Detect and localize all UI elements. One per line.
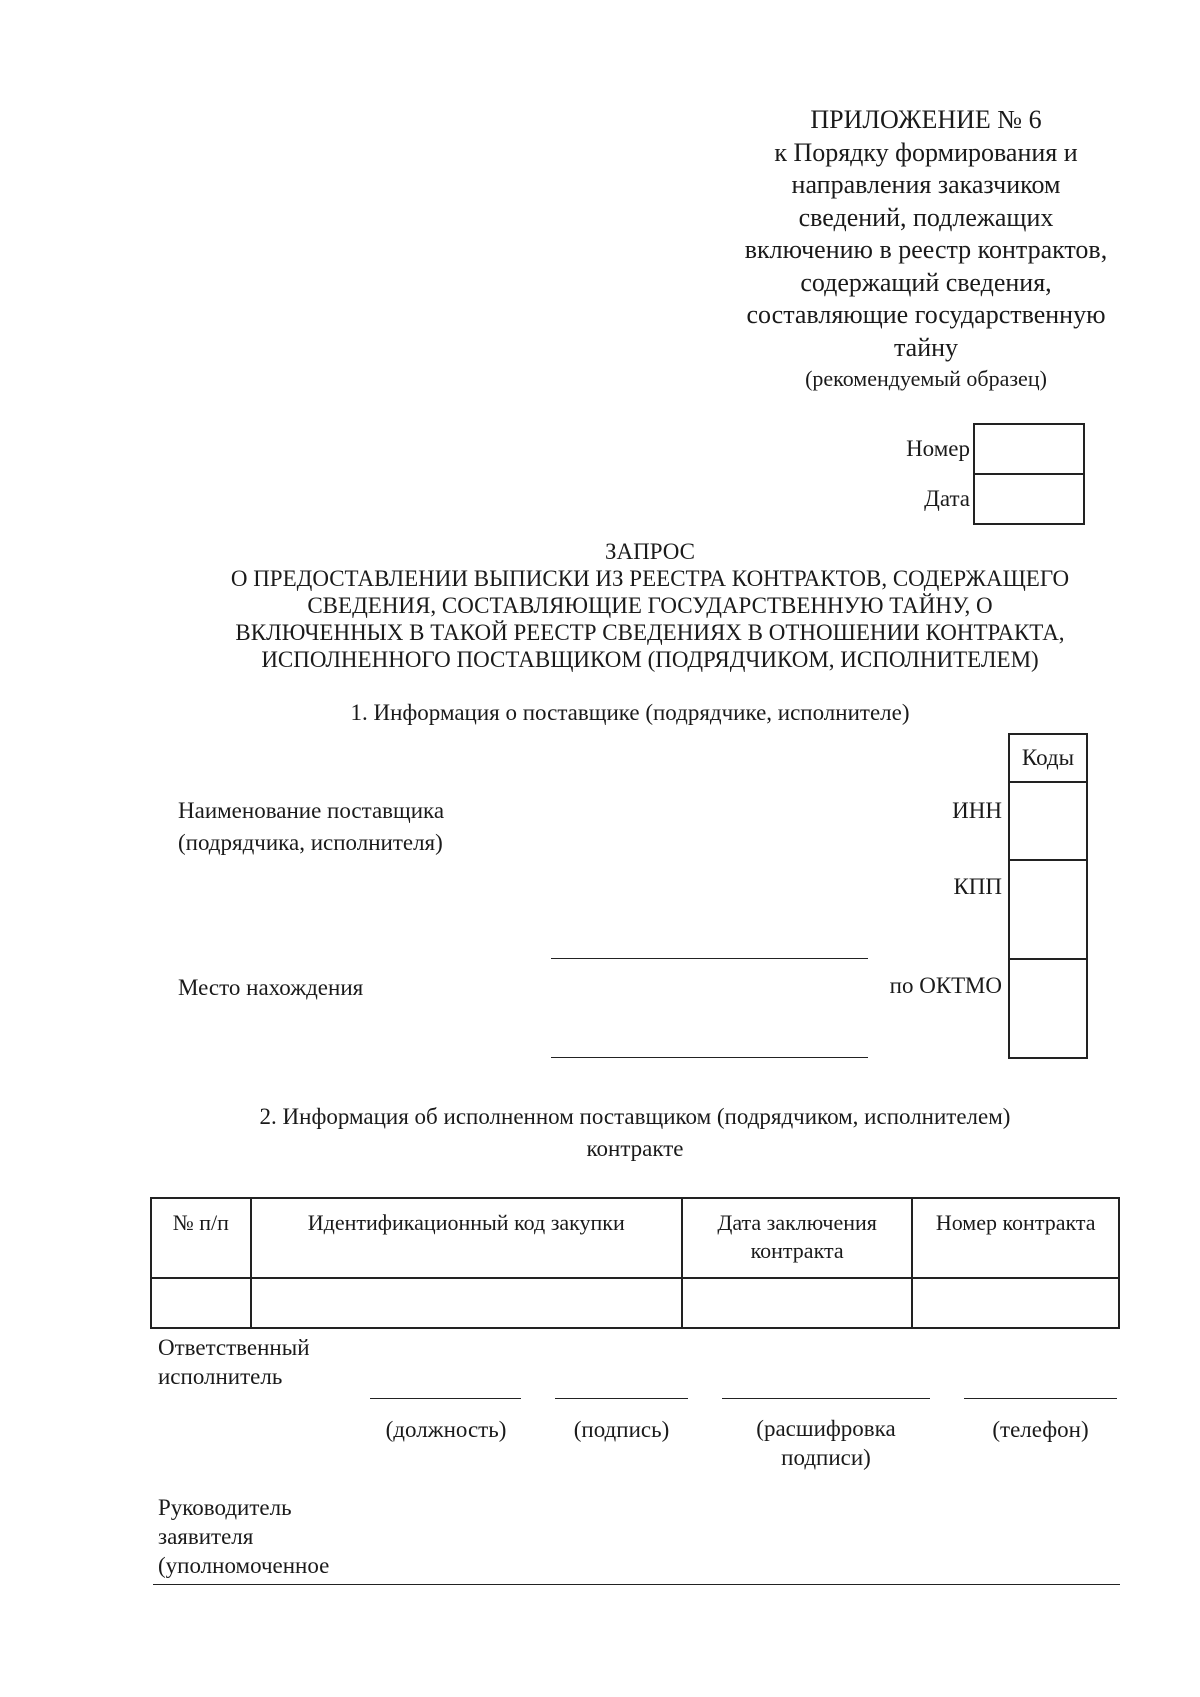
appendix-title: ПРИЛОЖЕНИЕ № 6 [810,105,1042,134]
column-header: Дата заключения контракта [682,1198,913,1278]
decryption-caption [722,1414,930,1472]
column-header: Идентификационный код закупки [251,1198,682,1278]
title-line: ЗАПРОС [604,539,696,564]
appendix-line: включению в реестр контрактов, [744,235,1108,264]
signature-line[interactable] [555,1398,688,1399]
appendix-line: тайну [893,332,959,362]
head-label [158,1493,329,1580]
responsible-label-line: исполнитель [158,1364,283,1389]
supplier-name-line[interactable] [551,958,868,959]
appendix-line: направления заказчиком [791,170,1061,199]
title-line: ВКЛЮЧЕННЫХ В ТАКОЙ РЕЕСТР СВЕДЕНИЯХ В ОТНОШЕНИИ КОНТРАКТА, [235,620,1065,645]
table-cell[interactable] [251,1278,682,1328]
table-row [151,1278,1119,1328]
supplier-name-label-line: (подрядчика, исполнителя) [178,830,443,855]
codes-header: Коды [1021,745,1075,770]
appendix-line: содержащий сведения, [800,267,1052,297]
appendix-line: к Порядку формирования и [774,137,1078,167]
location-line[interactable] [551,1057,868,1058]
contract-table [150,1197,1120,1329]
decryption-caption-line: (расшифровка [756,1416,896,1441]
decryption-caption-line: подписи) [781,1445,871,1470]
inn-label: ИНН [952,798,1002,823]
head-label-line: заявителя [158,1524,254,1549]
responsible-label [158,1333,310,1391]
oktmo-field[interactable] [1008,958,1088,1059]
section2-heading-line: контракте [586,1136,684,1161]
kpp-label: КПП [953,874,1002,899]
number-field[interactable] [973,423,1085,475]
appendix-line: составляющие государственную [746,300,1106,329]
supplier-name-label [178,795,444,859]
position-line[interactable] [370,1398,521,1399]
position-caption: (должность) [385,1417,507,1442]
head-label-line: (уполномоченное [158,1553,330,1578]
title-line: СВЕДЕНИЯ, СОСТАВЛЯЮЩИЕ ГОСУДАРСТВЕННУЮ ТАЙНУ, О [307,593,993,618]
supplier-name-label-line: Наименование поставщика [178,798,445,823]
kpp-field[interactable] [1008,859,1088,960]
number-label: Номер [906,436,970,461]
appendix-line: сведений, подлежащих [798,202,1054,232]
table-cell[interactable] [682,1278,913,1328]
responsible-label-line: Ответственный [158,1335,310,1360]
column-header: Номер контракта [912,1198,1119,1278]
column-header: № п/п [151,1198,251,1278]
head-label-line: Руководитель [158,1495,292,1520]
table-header-row [151,1198,1119,1278]
title-line: ИСПОЛНЕННОГО ПОСТАВЩИКОМ (ПОДРЯДЧИКОМ, ИСПОЛНИТЕЛЕМ) [261,647,1039,672]
phone-line[interactable] [964,1398,1117,1399]
section1-heading: 1. Информация о поставщике (подрядчике, исполнителе) [350,700,910,725]
date-field[interactable] [973,473,1085,525]
decryption-line[interactable] [722,1398,930,1399]
date-label: Дата [924,486,970,511]
head-signature-line[interactable] [153,1584,1120,1585]
codes-header-cell [1008,733,1088,783]
title-line: О ПРЕДОСТАВЛЕНИИ ВЫПИСКИ ИЗ РЕЕСТРА КОНТРАКТОВ, СОДЕРЖАЩЕГО [230,566,1070,591]
inn-field[interactable] [1008,781,1088,861]
signature-caption: (подпись) [573,1417,670,1442]
table-cell[interactable] [912,1278,1119,1328]
table-cell[interactable] [151,1278,251,1328]
document-title [150,538,1150,673]
section2-heading [150,1101,1120,1165]
oktmo-label: по ОКТМО [889,973,1002,998]
section2-heading-line: 2. Информация об исполненном поставщиком (подрядчиком, исполнителем) [259,1104,1011,1129]
appendix-header [700,104,1152,394]
phone-caption: (телефон) [992,1417,1089,1442]
location-label: Место нахождения [178,975,364,1000]
appendix-note: (рекомендуемый образец) [805,366,1047,391]
